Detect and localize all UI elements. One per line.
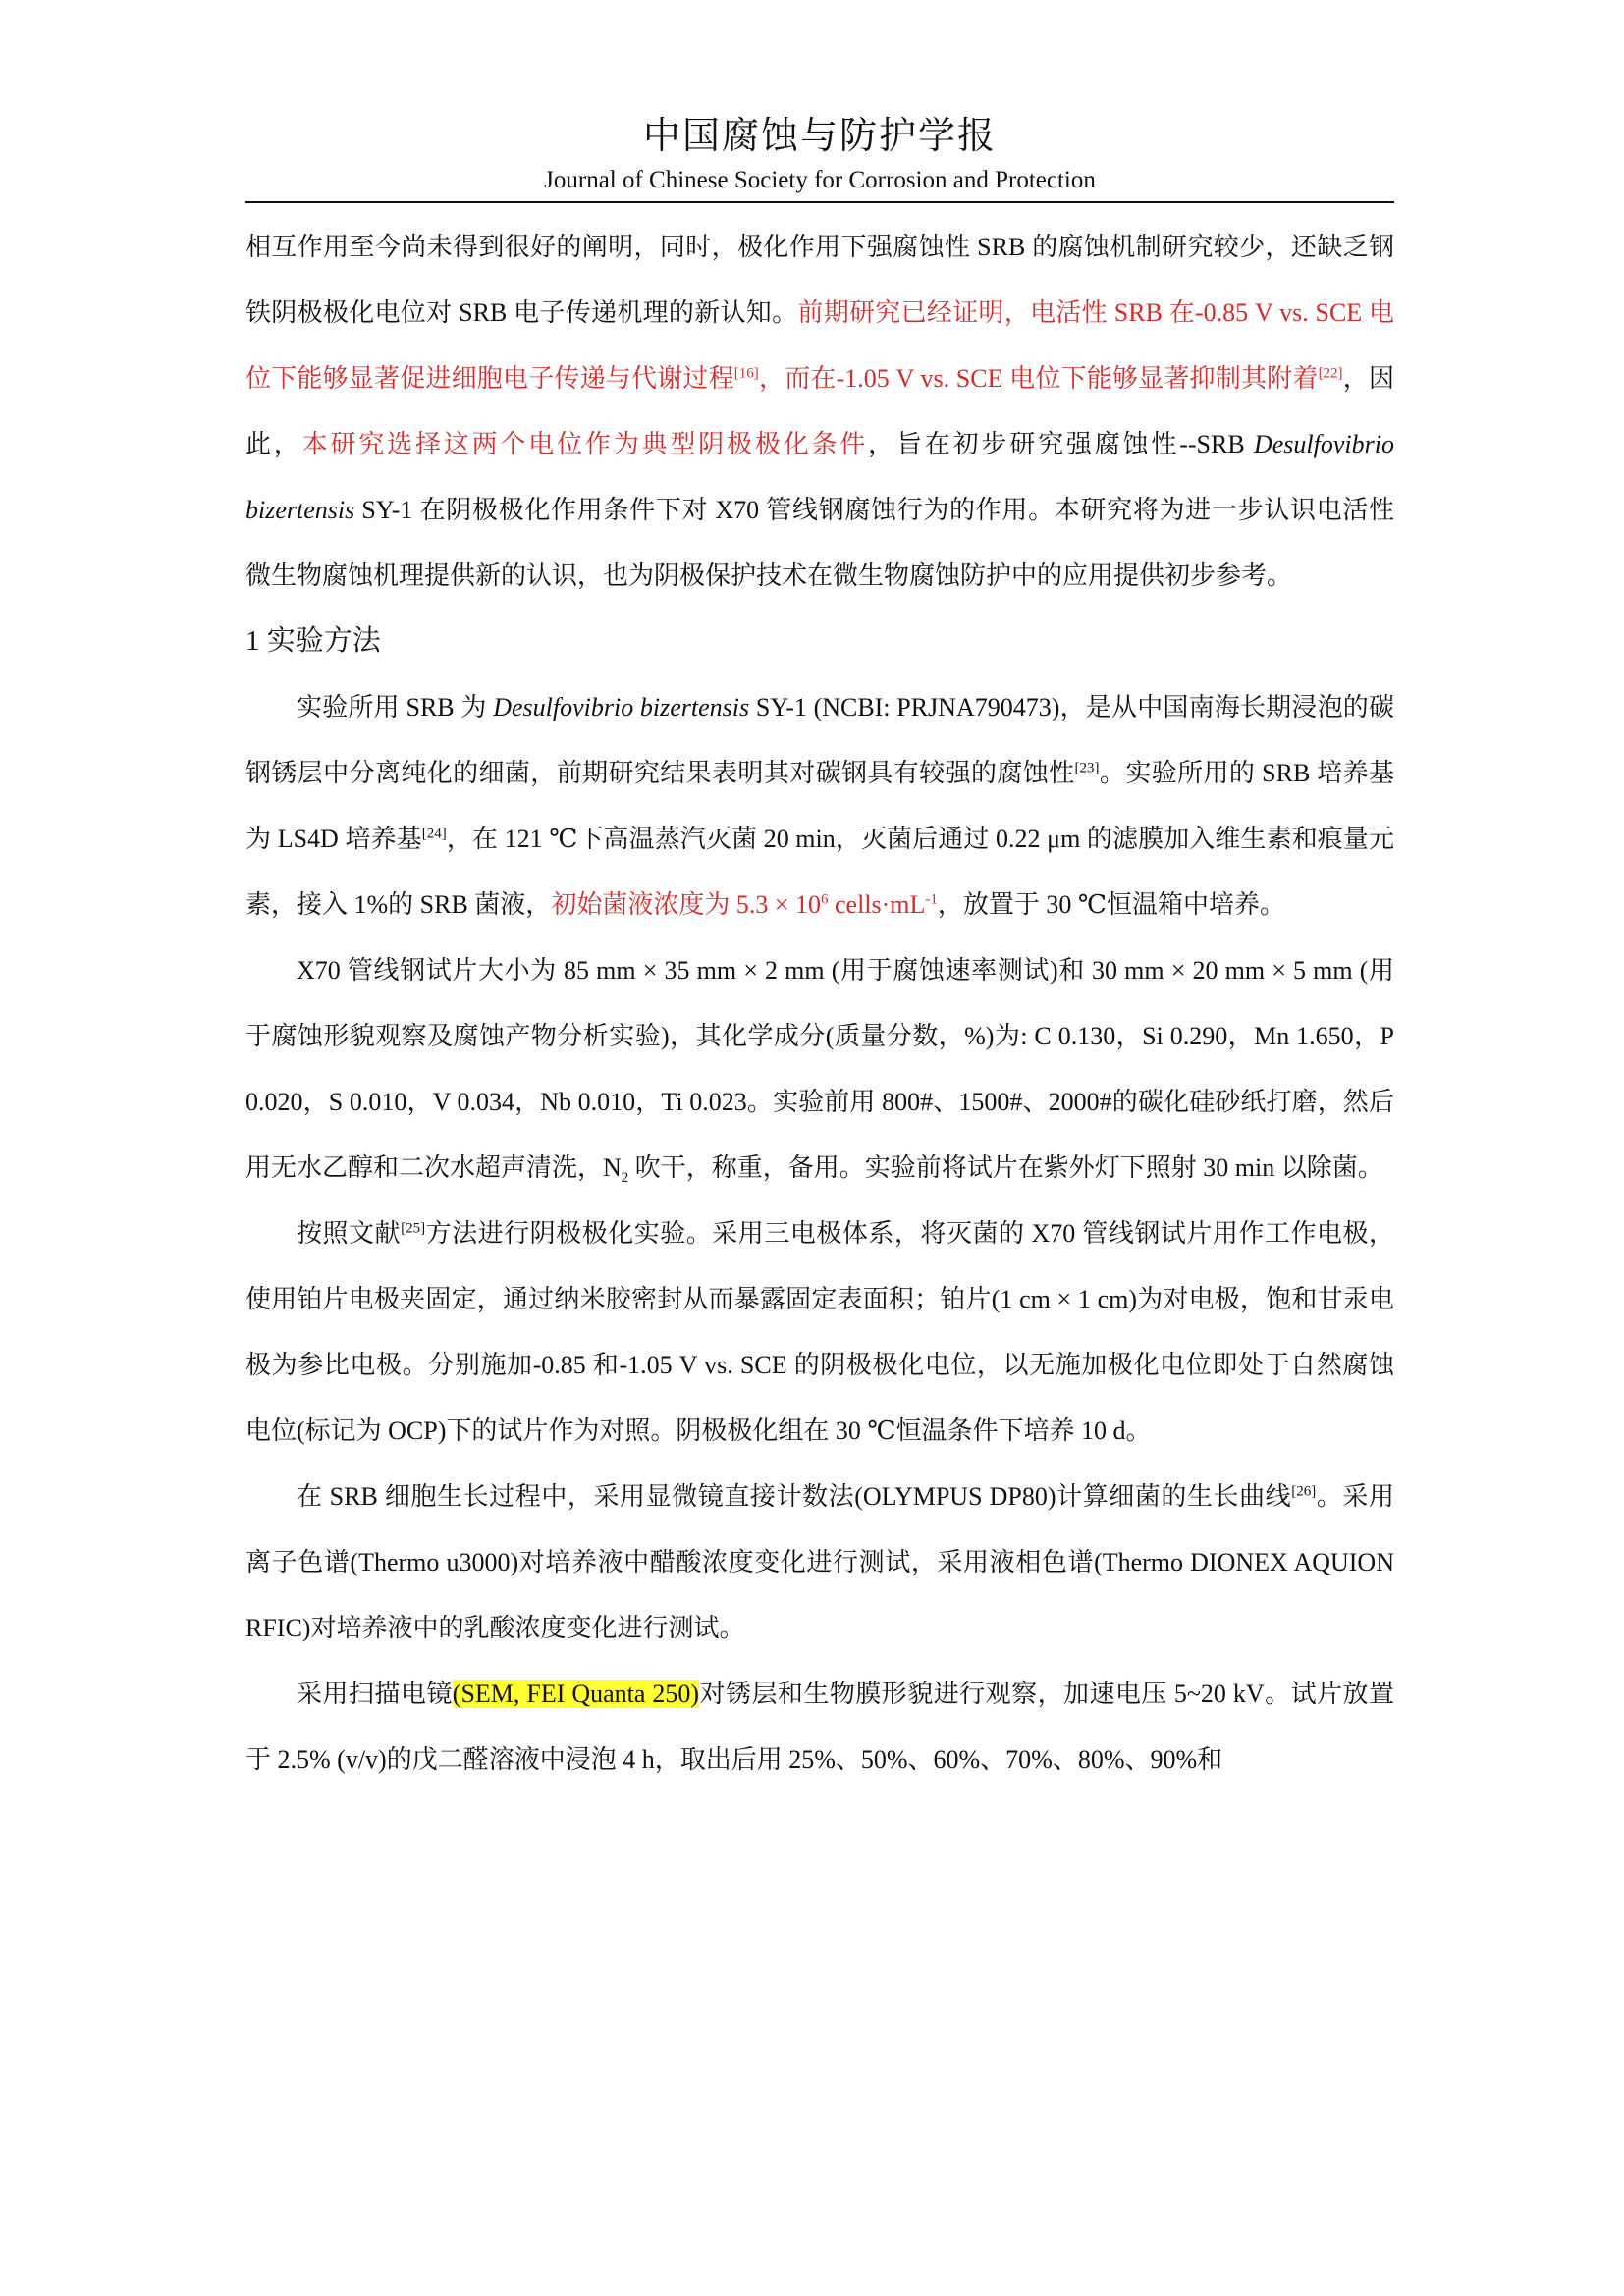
paragraph-sem — [245, 1661, 1394, 1792]
text-run: 方法进行阴极极化实验。采用三电极体系，将灭菌的 X70 管线钢试片用作工作电极，使用铂片电极夹固定，通过纳米胶密封从而暴露固定表面积；铂片(1 cm × 1 cm)为对电极，饱和甘汞电极为参比电极。分别施加-0.85 和-1.05 V vs. SCE 的阴极极化电位，以无施加极化电位即处于自然腐蚀电位(标记为 OCP)下的试片作为对照。阴极极化组在 30 ℃恒温条件下培养 10 d。 — [245, 1219, 1394, 1445]
highlighted-text-red: 初始菌液浓度为 5.3 × 10 — [551, 890, 821, 919]
text-run: 按照文献 — [297, 1219, 402, 1248]
text-run: ，因此， — [245, 364, 1394, 458]
citation-ref: [23] — [1074, 760, 1100, 776]
species-name: Desulfovibrio bizertensis — [245, 430, 1394, 524]
section-heading: 1 实验方法 — [245, 625, 381, 657]
text-run: 对锈层和生物膜形貌进行观察，加速电压 5~20 kV。试片放置于 2.5% (v/v)的戊二醛溶液中浸泡 4 h，取出后用 25%、50%、60%、70%、80%、90%和 — [245, 1680, 1395, 1774]
citation-ref: [24] — [421, 826, 447, 842]
text-run: 。实验所用的 SRB 培养基为 LS4D 培养基 — [245, 759, 1394, 853]
paragraph-introduction-end — [245, 214, 1394, 609]
text-run: 采用扫描电镜 — [297, 1680, 453, 1708]
highlighted-text-yellow: (SEM, FEI Quanta 250) — [452, 1680, 700, 1708]
journal-title-en: Journal of Chinese Society for Corrosion and Protection — [544, 167, 1096, 193]
highlighted-text-red: 本研究选择这两个电位作为典型阴极极化条件 — [301, 430, 869, 458]
paragraph-strain-culture — [245, 674, 1394, 937]
highlighted-text-red: 前期研究已经证明，电活性 SRB 在-0.85 V vs. SCE 电位下能够显著促进细胞电子传递与代谢过程 — [245, 298, 1394, 393]
highlighted-text-red: cells·mL — [828, 890, 926, 919]
text-run: SY-1 在阴极极化作用条件下对 X70 管线钢腐蚀行为的作用。本研究将为进一步认识电活性微生物腐蚀机理提供新的认识，也为阴极保护技术在微生物腐蚀防护中的应用提供初步参考。 — [245, 496, 1394, 590]
text-run: 相互作用至今尚未得到很好的阐明，同时，极化作用下强腐蚀性 SRB 的腐蚀机制研究较少，还缺乏钢铁阴极极化电位对 SRB 电子传递机理的新认知。 — [245, 233, 1394, 327]
subscript: 2 — [621, 1170, 629, 1187]
header-divider — [245, 201, 1394, 203]
article-body — [245, 214, 1394, 1792]
journal-title-cn: 中国腐蚀与防护学报 — [642, 116, 997, 157]
text-run: ，在 121 ℃下高温蒸汽灭菌 20 min，灭菌后通过 0.22 μm 的滤膜加入维生素和痕量元素，接入 1%的 SRB 菌液， — [245, 825, 1394, 919]
paragraph-growth-measurement — [245, 1464, 1394, 1661]
text-run: 在 SRB 细胞生长过程中，采用显微镜直接计数法(OLYMPUS DP80)计算细菌的生长曲线 — [297, 1482, 1292, 1511]
text-run: X70 管线钢试片大小为 85 mm × 35 mm × 2 mm (用于腐蚀速率测试)和 30 mm × 20 mm × 5 mm (用于腐蚀形貌观察及腐蚀产物分析实验)，其化学成分(质量分数，%)为: C 0.130，Si 0.290，Mn 1.650，P 0.020，S 0.010，V 0.034，Nb 0.010，Ti 0.023。实验前用 800#、1500#、2000#的碳化硅砂纸打磨，然后用无水乙醇和二次水超声清洗，N — [245, 956, 1394, 1182]
text-run: 实验所用 SRB 为 — [297, 693, 494, 721]
text-run: 。采用离子色谱(Thermo u3000)对培养液中醋酸浓度变化进行测试，采用液相色谱(Thermo DIONEX AQUION RFIC)对培养液中的乳酸浓度变化进行测试。 — [245, 1482, 1394, 1642]
paragraph-specimen — [245, 937, 1394, 1201]
text-run: ，放置于 30 ℃恒温箱中培养。 — [937, 890, 1285, 919]
citation-ref: [26] — [1291, 1483, 1317, 1500]
page-header — [245, 110, 1394, 198]
exponent: 6 — [820, 891, 829, 908]
exponent: -1 — [925, 891, 938, 908]
highlighted-text-red: 而在-1.05 V vs. SCE 电位下能够显著抑制其附着 — [785, 364, 1319, 393]
paragraph-polarization — [245, 1201, 1394, 1464]
citation-ref: [25] — [401, 1220, 426, 1237]
species-name: Desulfovibrio bizertensis — [493, 693, 750, 721]
text-run: ，旨在初步研究强腐蚀性--SRB — [868, 430, 1254, 458]
citation-ref: [16] — [733, 365, 759, 382]
citation-ref: [22] — [1318, 365, 1343, 382]
text-run: ， — [758, 364, 785, 393]
text-run: 吹干，称重，备用。实验前将试片在紫外灯下照射 30 min 以除菌。 — [628, 1153, 1383, 1182]
text-run: SY-1 (NCBI: PRJNA790473)，是从中国南海长期浸泡的碳钢锈层中分离纯化的细菌，前期研究结果表明其对碳钢具有较强的腐蚀性 — [245, 693, 1394, 787]
